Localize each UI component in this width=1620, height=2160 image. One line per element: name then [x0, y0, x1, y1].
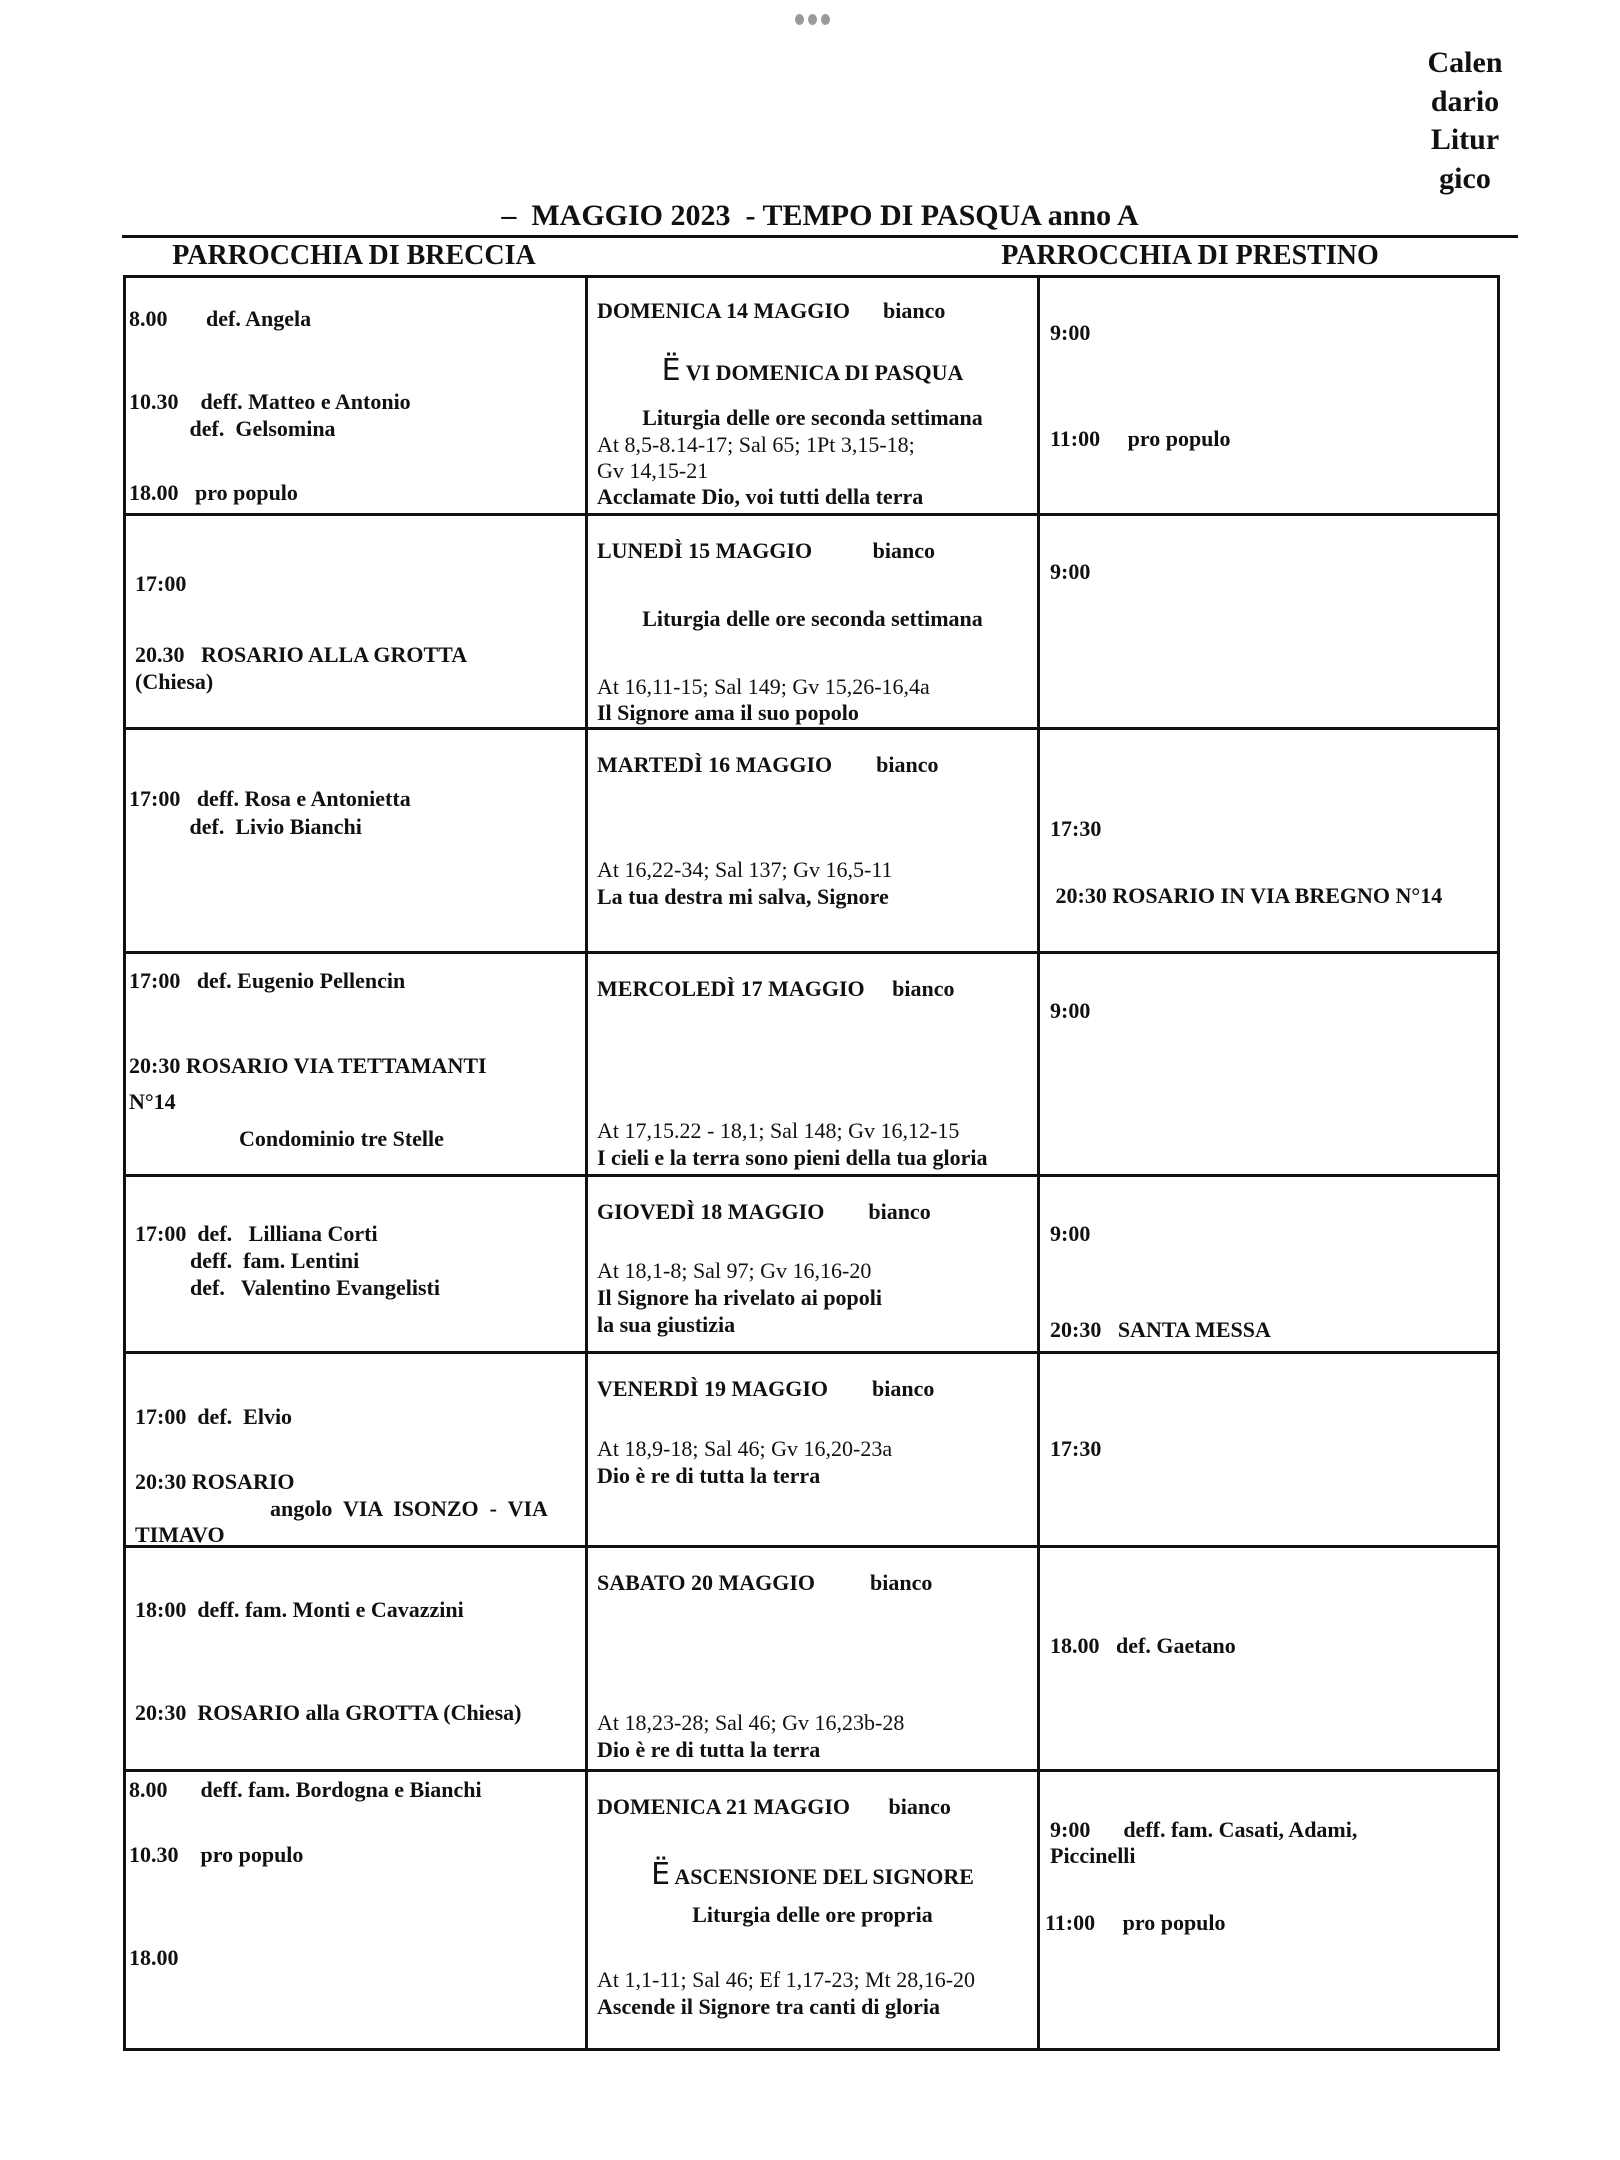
readings: At 18,9-18; Sal 46; Gv 16,20-23a	[597, 1436, 893, 1461]
liturgy-cell	[587, 277, 1039, 515]
prestino-cell	[1039, 1547, 1499, 1771]
mass-entry: 17:00 def. Eugenio Pellencin	[129, 968, 406, 993]
liturgy-cell	[587, 953, 1039, 1176]
mass-entry: 9:00	[1050, 1221, 1091, 1246]
feast-name: VI DOMENICA DI PASQUA	[685, 360, 964, 385]
prestino-cell	[1039, 1771, 1499, 2050]
mass-entry: angolo VIA ISONZO - VIA	[270, 1496, 548, 1521]
day-header: DOMENICA 21 MAGGIO bianco	[597, 1794, 951, 1819]
mass-entry: N°14	[129, 1089, 176, 1114]
mass-entry: 20:30 ROSARIO VIA TETTAMANTI	[129, 1053, 487, 1078]
day-header: SABATO 20 MAGGIO bianco	[597, 1570, 933, 1595]
readings: At 8,5-8.14-17; Sal 65; 1Pt 3,15-18;	[597, 432, 915, 457]
page-title: – MAGGIO 2023 - TEMPO DI PASQUA anno A	[501, 199, 1139, 232]
liturgy-hours: Liturgia delle ore propria	[692, 1902, 933, 1927]
breccia-cell	[125, 1176, 587, 1353]
table-row	[125, 729, 1499, 953]
mass-entry: 9:00	[1050, 320, 1091, 345]
feast-title	[588, 1857, 1037, 1892]
antiphon: I cieli e la terra sono pieni della tua gloria	[597, 1145, 988, 1170]
mass-entry: 17:00	[135, 571, 187, 596]
breccia-cell	[125, 1771, 587, 2050]
readings: At 17,15.22 - 18,1; Sal 148; Gv 16,12-15	[597, 1118, 960, 1143]
mass-entry: 20:30 SANTA MESSA	[1050, 1317, 1271, 1342]
parish-header-breccia: PARROCCHIA DI BRECCIA	[172, 240, 536, 271]
calendar-table	[123, 275, 1500, 2051]
mass-entry: 18.00 pro populo	[129, 480, 298, 505]
side-title-line: gico	[1439, 161, 1491, 195]
liturgy-cell	[587, 1353, 1039, 1547]
prestino-cell	[1039, 953, 1499, 1176]
table-row	[125, 953, 1499, 1176]
liturgy-hours: Liturgia delle ore seconda settimana	[642, 606, 983, 631]
day-header: MERCOLEDÌ 17 MAGGIO bianco	[597, 976, 955, 1001]
table-row	[125, 1176, 1499, 1353]
breccia-cell	[125, 1353, 587, 1547]
mass-entry: 18:00 deff. fam. Monti e Cavazzini	[135, 1597, 464, 1622]
breccia-cell	[125, 1547, 587, 1771]
dot	[808, 14, 817, 25]
liturgy-cell	[587, 729, 1039, 953]
prestino-cell	[1039, 1353, 1499, 1547]
day-header: GIOVEDÌ 18 MAGGIO bianco	[597, 1199, 931, 1224]
mass-entry: 9:00	[1050, 998, 1091, 1023]
readings: At 16,11-15; Sal 149; Gv 15,26-16,4a	[597, 674, 930, 699]
mass-entry: Condominio tre Stelle	[239, 1126, 444, 1151]
mass-entry: 8.00 def. Angela	[129, 306, 312, 331]
mass-entry: TIMAVO	[135, 1522, 225, 1547]
table-row	[125, 1353, 1499, 1547]
table-row	[125, 1771, 1499, 2050]
readings: At 1,1-11; Sal 46; Ef 1,17-23; Mt 28,16-20	[597, 1967, 976, 1992]
day-header: LUNEDÌ 15 MAGGIO bianco	[597, 538, 935, 563]
breccia-cell	[125, 277, 587, 515]
antiphon: Dio è re di tutta la terra	[597, 1737, 821, 1762]
mass-entry: 20:30 ROSARIO	[135, 1469, 295, 1494]
table-row	[125, 1547, 1499, 1771]
table-row	[125, 515, 1499, 729]
mass-entry: 17:30	[1050, 1436, 1102, 1461]
mass-entry: Piccinelli	[1050, 1843, 1136, 1868]
mass-entry: def. Valentino Evangelisti	[135, 1275, 440, 1300]
liturgy-cell	[587, 1176, 1039, 1353]
mass-entry: 10.30 pro populo	[129, 1842, 304, 1867]
mass-entry: 17:00 def. Elvio	[135, 1404, 293, 1429]
dot	[795, 14, 804, 25]
feast-symbol-icon: Ë	[661, 353, 681, 388]
antiphon: La tua destra mi salva, Signore	[597, 884, 889, 909]
readings: At 18,23-28; Sal 46; Gv 16,23b-28	[597, 1710, 905, 1735]
mass-entry: 8.00 deff. fam. Bordogna e Bianchi	[129, 1777, 482, 1802]
mass-entry: 11:00 pro populo	[1045, 1910, 1226, 1935]
mass-entry: 10.30 deff. Matteo e Antonio	[129, 389, 411, 414]
prestino-cell	[1039, 515, 1499, 729]
day-header: DOMENICA 14 MAGGIO bianco	[597, 298, 946, 323]
day-header: VENERDÌ 19 MAGGIO bianco	[597, 1376, 935, 1401]
side-title-line: Calen	[1427, 46, 1503, 79]
calendar-side-title	[1415, 44, 1515, 198]
mass-entry: 11:00 pro populo	[1050, 426, 1231, 451]
prestino-cell	[1039, 729, 1499, 953]
antiphon: la sua giustizia	[597, 1312, 736, 1337]
mass-entry: 17:30	[1050, 816, 1102, 841]
mass-entry: def. Gelsomina	[129, 416, 336, 441]
breccia-cell	[125, 729, 587, 953]
antiphon: Il Signore ama il suo popolo	[597, 700, 859, 725]
liturgy-hours: Liturgia delle ore seconda settimana	[642, 405, 983, 430]
parish-header-prestino: PARROCCHIA DI PRESTINO	[1001, 240, 1379, 271]
mass-entry: 20:30 ROSARIO alla GROTTA (Chiesa)	[135, 1700, 522, 1725]
title-divider	[122, 235, 1518, 238]
mass-entry: def. Livio Bianchi	[129, 814, 362, 839]
day-header: MARTEDÌ 16 MAGGIO bianco	[597, 752, 939, 777]
antiphon: Il Signore ha rivelato ai popoli	[597, 1285, 883, 1310]
antiphon: Dio è re di tutta la terra	[597, 1463, 821, 1488]
readings: At 16,22-34; Sal 137; Gv 16,5-11	[597, 857, 893, 882]
feast-name: ASCENSIONE DEL SIGNORE	[674, 1864, 974, 1889]
liturgy-cell	[587, 515, 1039, 729]
breccia-cell	[125, 515, 587, 729]
dot	[821, 14, 830, 25]
liturgy-cell	[587, 1547, 1039, 1771]
antiphon: Acclamate Dio, voi tutti della terra	[597, 484, 924, 509]
feast-title	[588, 353, 1037, 388]
liturgy-cell	[587, 1771, 1039, 2050]
mass-entry: 18.00	[129, 1945, 179, 1970]
prestino-cell	[1039, 1176, 1499, 1353]
mass-entry: 20.30 ROSARIO ALLA GROTTA	[135, 642, 468, 667]
table-row	[125, 277, 1499, 515]
mass-entry: 17:00 def. Lilliana Corti	[135, 1221, 378, 1246]
mass-entry: (Chiesa)	[135, 669, 214, 694]
mass-entry: 18.00 def. Gaetano	[1050, 1633, 1236, 1658]
side-title-line: Litur	[1430, 123, 1500, 156]
feast-symbol-icon: Ë	[651, 1857, 671, 1892]
readings: Gv 14,15-21	[597, 458, 709, 483]
breccia-cell	[125, 953, 587, 1176]
mass-entry: 9:00 deff. fam. Casati, Adami,	[1050, 1817, 1358, 1842]
prestino-cell	[1039, 277, 1499, 515]
mass-entry: 20:30 ROSARIO IN VIA BREGNO N°14	[1050, 883, 1443, 908]
antiphon: Ascende il Signore tra canti di gloria	[597, 1994, 941, 2019]
mass-entry: 9:00	[1050, 559, 1091, 584]
readings: At 18,1-8; Sal 97; Gv 16,16-20	[597, 1258, 872, 1283]
more-dots-icon[interactable]	[795, 14, 830, 25]
mass-entry: 17:00 deff. Rosa e Antonietta	[129, 786, 411, 811]
side-title-line: dario	[1430, 84, 1500, 118]
mass-entry: deff. fam. Lentini	[135, 1248, 360, 1273]
